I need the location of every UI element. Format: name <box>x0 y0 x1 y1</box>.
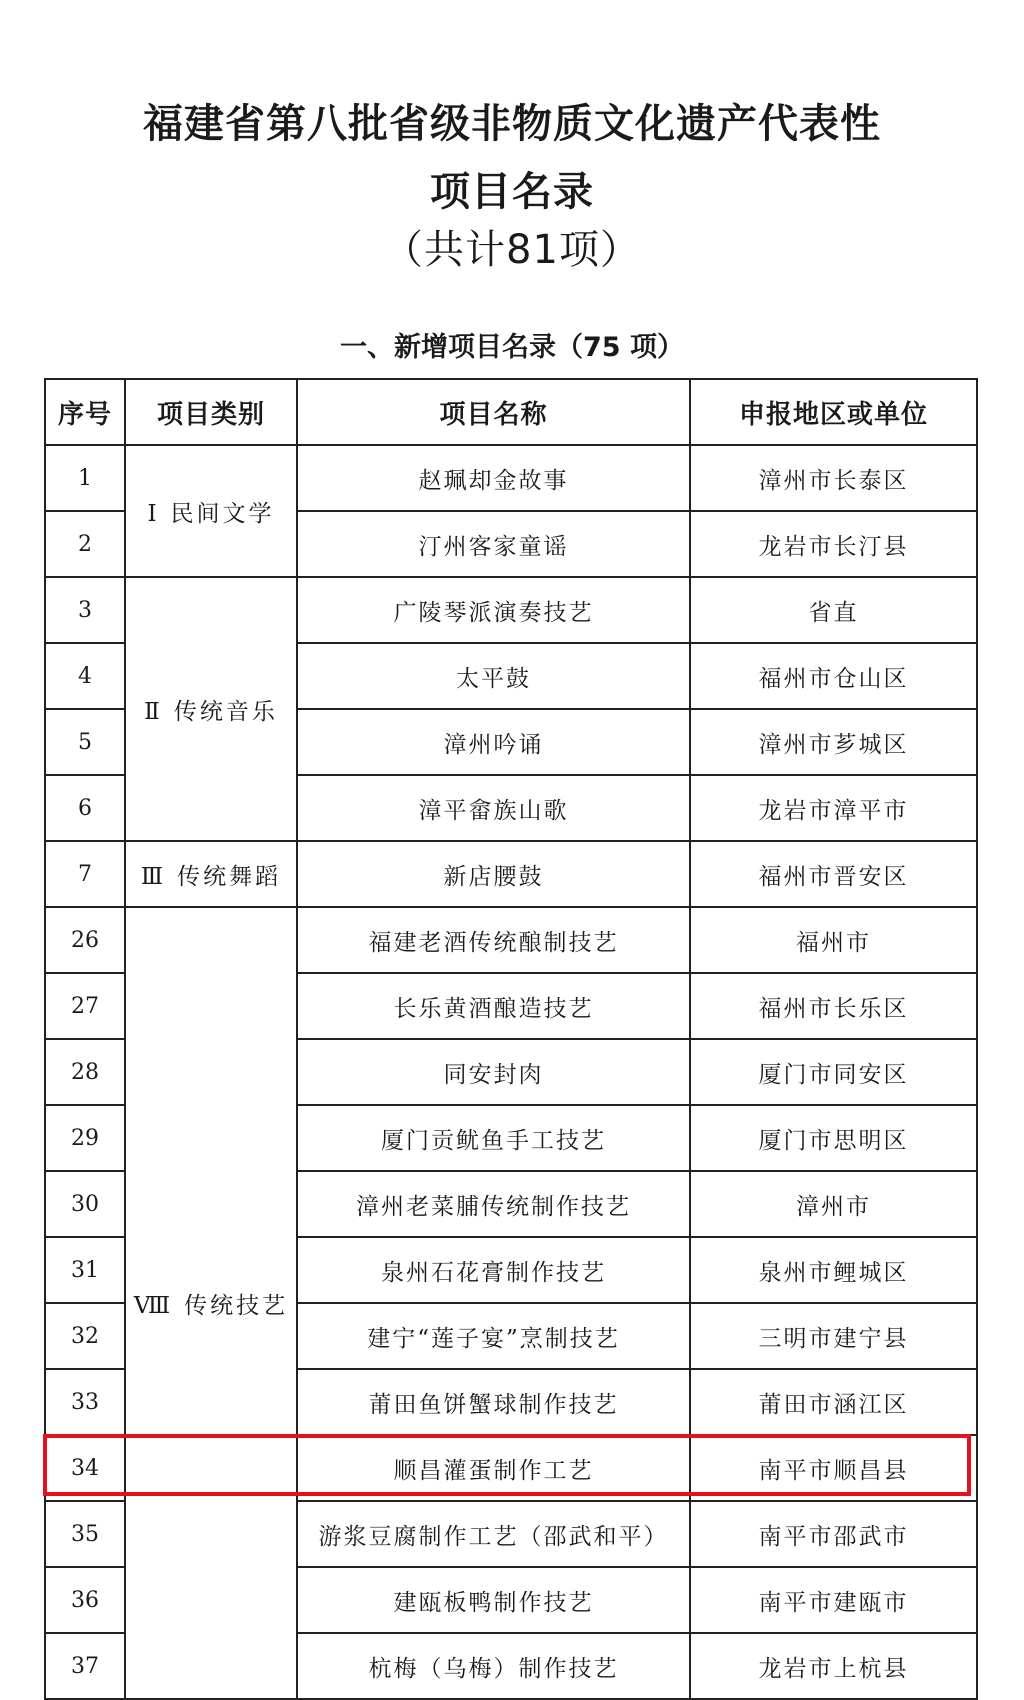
row-item-name: 同安封肉 <box>297 1039 690 1105</box>
row-region: 省直 <box>690 577 977 643</box>
row-item-name: 漳州吟诵 <box>297 709 690 775</box>
row-no: 36 <box>45 1567 125 1633</box>
table-header-row <box>45 379 977 445</box>
row-region: 龙岩市长汀县 <box>690 511 977 577</box>
row-no: 32 <box>45 1303 125 1369</box>
row-no: 30 <box>45 1171 125 1237</box>
row-no: 6 <box>45 775 125 841</box>
row-no: 35 <box>45 1501 125 1567</box>
row-region: 漳州市芗城区 <box>690 709 977 775</box>
section-heading: 一、新增项目名录（75 项） <box>340 332 684 363</box>
table-row <box>45 841 977 907</box>
header-region: 申报地区或单位 <box>690 379 977 445</box>
table-row <box>45 907 977 973</box>
row-no: 1 <box>45 445 125 511</box>
table-row <box>45 577 977 643</box>
row-item-name: 建宁“莲子宴”烹制技艺 <box>297 1303 690 1369</box>
row-no: 28 <box>45 1039 125 1105</box>
row-no: 34 <box>45 1435 125 1501</box>
row-item-name: 杭梅（乌梅）制作技艺 <box>297 1633 690 1699</box>
category-roman: Ⅱ <box>144 698 160 725</box>
category-cell <box>125 577 297 841</box>
row-no: 29 <box>45 1105 125 1171</box>
row-region: 三明市建宁县 <box>690 1303 977 1369</box>
row-region: 南平市建瓯市 <box>690 1567 977 1633</box>
category-name: 传统技艺 <box>184 1292 289 1319</box>
row-no: 4 <box>45 643 125 709</box>
row-item-name: 厦门贡鱿鱼手工技艺 <box>297 1105 690 1171</box>
row-no: 27 <box>45 973 125 1039</box>
row-region: 福州市 <box>690 907 977 973</box>
row-item-name: 福建老酒传统酿制技艺 <box>297 907 690 973</box>
header-item-name: 项目名称 <box>297 379 690 445</box>
row-item-name: 汀州客家童谣 <box>297 511 690 577</box>
heritage-table-container <box>44 378 976 1700</box>
category-roman: Ⅲ <box>140 863 164 890</box>
row-region: 福州市仓山区 <box>690 643 977 709</box>
row-region: 泉州市鲤城区 <box>690 1237 977 1303</box>
row-item-name: 长乐黄酒酿造技艺 <box>297 973 690 1039</box>
row-item-name: 新店腰鼓 <box>297 841 690 907</box>
row-region: 厦门市思明区 <box>690 1105 977 1171</box>
category-name: 传统音乐 <box>173 698 278 725</box>
category-cell <box>125 445 297 577</box>
row-region: 福州市长乐区 <box>690 973 977 1039</box>
row-no: 3 <box>45 577 125 643</box>
table-row <box>45 445 977 511</box>
row-no: 26 <box>45 907 125 973</box>
row-no: 7 <box>45 841 125 907</box>
row-item-name: 赵珮却金故事 <box>297 445 690 511</box>
row-no: 5 <box>45 709 125 775</box>
header-no: 序号 <box>45 379 125 445</box>
row-item-name: 漳平畲族山歌 <box>297 775 690 841</box>
document-title-line1: 福建省第八批省级非物质文化遗产代表性 <box>143 101 881 147</box>
category-name: 民间文学 <box>170 500 275 527</box>
row-region: 福州市晋安区 <box>690 841 977 907</box>
row-no: 31 <box>45 1237 125 1303</box>
row-item-name: 泉州石花膏制作技艺 <box>297 1237 690 1303</box>
row-no: 37 <box>45 1633 125 1699</box>
row-no: 2 <box>45 511 125 577</box>
header-category: 项目类别 <box>125 379 297 445</box>
category-cell <box>125 841 297 907</box>
row-region: 南平市邵武市 <box>690 1501 977 1567</box>
row-region: 龙岩市漳平市 <box>690 775 977 841</box>
category-name: 传统舞蹈 <box>177 863 282 890</box>
row-region: 莆田市涵江区 <box>690 1369 977 1435</box>
row-item-name: 广陵琴派演奏技艺 <box>297 577 690 643</box>
category-cell <box>125 907 297 1699</box>
row-item-name: 莆田鱼饼蟹球制作技艺 <box>297 1369 690 1435</box>
row-item-name: 漳州老菜脯传统制作技艺 <box>297 1171 690 1237</box>
row-region: 厦门市同安区 <box>690 1039 977 1105</box>
row-region: 漳州市长泰区 <box>690 445 977 511</box>
row-region: 南平市顺昌县 <box>690 1435 977 1501</box>
heritage-table <box>44 378 978 1700</box>
row-region: 龙岩市上杭县 <box>690 1633 977 1699</box>
document-title-line2: 项目名录 <box>430 169 594 215</box>
row-item-name: 建瓯板鸭制作技艺 <box>297 1567 690 1633</box>
category-roman: Ⅰ <box>147 500 157 527</box>
category-roman: Ⅷ <box>133 1292 171 1319</box>
document-count: （共计81项） <box>383 227 641 273</box>
row-item-name: 顺昌灌蛋制作工艺 <box>297 1435 690 1501</box>
row-region: 漳州市 <box>690 1171 977 1237</box>
row-no: 33 <box>45 1369 125 1435</box>
row-item-name: 游浆豆腐制作工艺（邵武和平） <box>297 1501 690 1567</box>
row-item-name: 太平鼓 <box>297 643 690 709</box>
